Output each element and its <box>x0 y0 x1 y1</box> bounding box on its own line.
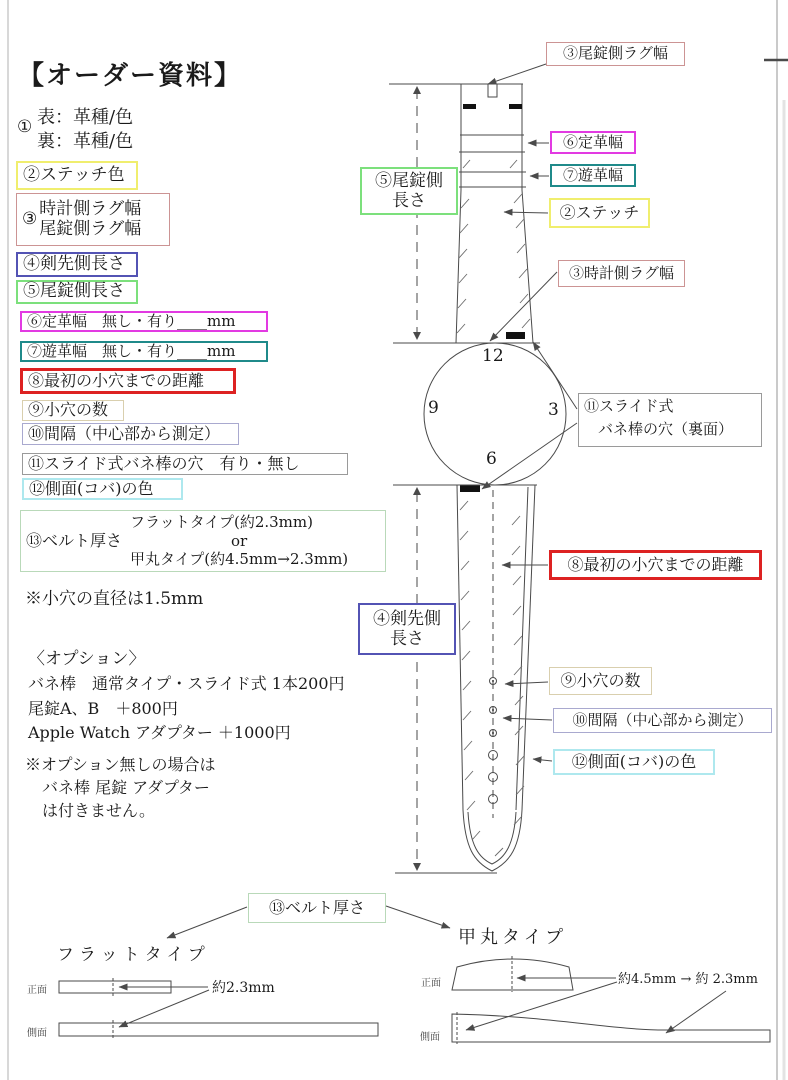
item13-label: ⑬ベルト厚さ <box>26 530 123 550</box>
options-heading: 〈オプション〉 <box>28 649 146 669</box>
label-tip-side-length-l1: ④剣先側 <box>373 608 441 629</box>
item5-buckle-length: ⑤尾錠側長さ <box>16 280 138 304</box>
maru-side-view-label: 側面 <box>420 1032 440 1043</box>
lower-strap <box>393 485 537 873</box>
label-stitch: ②ステッチ <box>549 198 650 228</box>
item13-or: or <box>230 531 248 550</box>
item3-lug-widths <box>16 193 170 246</box>
flat-front-view-label: 正面 <box>27 985 47 996</box>
maru-type-heading: 甲丸タイプ <box>458 927 568 948</box>
maru-front-view-label: 正面 <box>421 978 441 989</box>
item3-buckle-lug: 尾錠側ラグ幅 <box>39 218 142 239</box>
label-buckle-side-length <box>360 167 458 215</box>
flat-side-view-label: 側面 <box>27 1028 47 1039</box>
item13-options <box>130 513 348 569</box>
upper-strap-hatching <box>457 160 530 333</box>
option-buckle: 尾錠A、B ＋800円 <box>28 699 178 718</box>
item6-fixed-keeper: ⑥定革幅 無し・有り____mm <box>20 311 268 332</box>
item3-watch-lug: 時計側ラグ幅 <box>39 198 142 219</box>
item1-front: 表：革種/色 <box>37 107 134 128</box>
label-slide-l2: バネ棒の穴（裏面） <box>598 419 734 438</box>
item13-flat-option: フラットタイプ(約2.3mm) <box>130 512 313 531</box>
option-note-1: ※オプション無しの場合は <box>25 755 216 774</box>
label-watch-lug-width: ③時計側ラグ幅 <box>558 260 685 287</box>
item1-number: ① <box>17 117 33 137</box>
item10-interval: ⑩間隔（中心部から測定） <box>22 423 239 445</box>
item11-slide-spring-bar: ⑪スライド式バネ棒の穴 有り・無し <box>22 453 348 475</box>
page-title: 【オーダー資料】 <box>18 61 243 91</box>
item8-first-hole-distance: ⑧最初の小穴までの距離 <box>20 368 236 394</box>
label-buckle-side-length-l1: ⑤尾錠側 <box>375 170 443 191</box>
label-interval: ⑩間隔（中心部から測定） <box>553 708 772 733</box>
item13-belt-thickness <box>20 510 386 572</box>
label-slide-l1: ⑪スライド式 <box>584 397 674 415</box>
item3-lines <box>39 200 141 239</box>
item2-stitch-color: ②ステッチ色 <box>16 161 138 190</box>
label-slide-spring-bar-hole <box>578 393 762 447</box>
label-first-hole-distance: ⑧最初の小穴までの距離 <box>549 550 762 580</box>
item4-tip-length: ④剣先側長さ <box>16 252 138 277</box>
option-apple-watch: Apple Watch アダプター ＋1000円 <box>28 723 291 742</box>
maru-thickness-value: 約4.5mm → 約 2.3mm <box>618 972 758 987</box>
label-tip-side-length-l2: 長さ <box>390 629 424 649</box>
label-hole-count: ⑨小穴の数 <box>549 667 652 695</box>
clock-numeral-12: 12 <box>482 346 504 366</box>
label-free-keeper-width: ⑦遊革幅 <box>550 164 636 187</box>
item12-edge-color: ⑫側面(コバ)の色 <box>22 478 183 500</box>
label-belt-thickness: ⑬ベルト厚さ <box>248 893 386 923</box>
option-note-2: バネ棒 尾錠 アダプター <box>42 778 210 797</box>
clock-numeral-3: 3 <box>548 400 559 420</box>
item1-back: 裏：革種/色 <box>37 131 134 152</box>
hole-diameter-note: ※小穴の直径は1.5mm <box>25 589 204 609</box>
flat-thickness-value: 約2.3mm <box>212 980 275 996</box>
item7-free-keeper: ⑦遊革幅 無し・有り____mm <box>20 341 268 362</box>
label-buckle-lug-width: ③尾錠側ラグ幅 <box>546 42 685 66</box>
item13-maru-option: 甲丸タイプ(約4.5mm→2.3mm) <box>130 550 349 569</box>
lower-strap-hatching <box>460 501 524 856</box>
label-fixed-keeper-width: ⑥定革幅 <box>550 131 636 154</box>
label-edge-color: ⑫側面(コバ)の色 <box>553 749 715 775</box>
clock-numeral-9: 9 <box>428 398 439 418</box>
flat-type-heading: フラットタイプ <box>57 945 210 965</box>
item9-hole-count: ⑨小穴の数 <box>22 400 124 421</box>
option-spring-bar: バネ棒 通常タイプ・スライド式 1本200円 <box>28 674 345 693</box>
option-note-3: は付きません。 <box>42 801 155 820</box>
lower-dimension-line <box>413 487 421 871</box>
label-tip-side-length <box>358 603 456 655</box>
label-buckle-side-length-l2: 長さ <box>392 191 426 211</box>
clock-numeral-6: 6 <box>486 449 497 469</box>
item3-number: ③ <box>22 208 38 229</box>
